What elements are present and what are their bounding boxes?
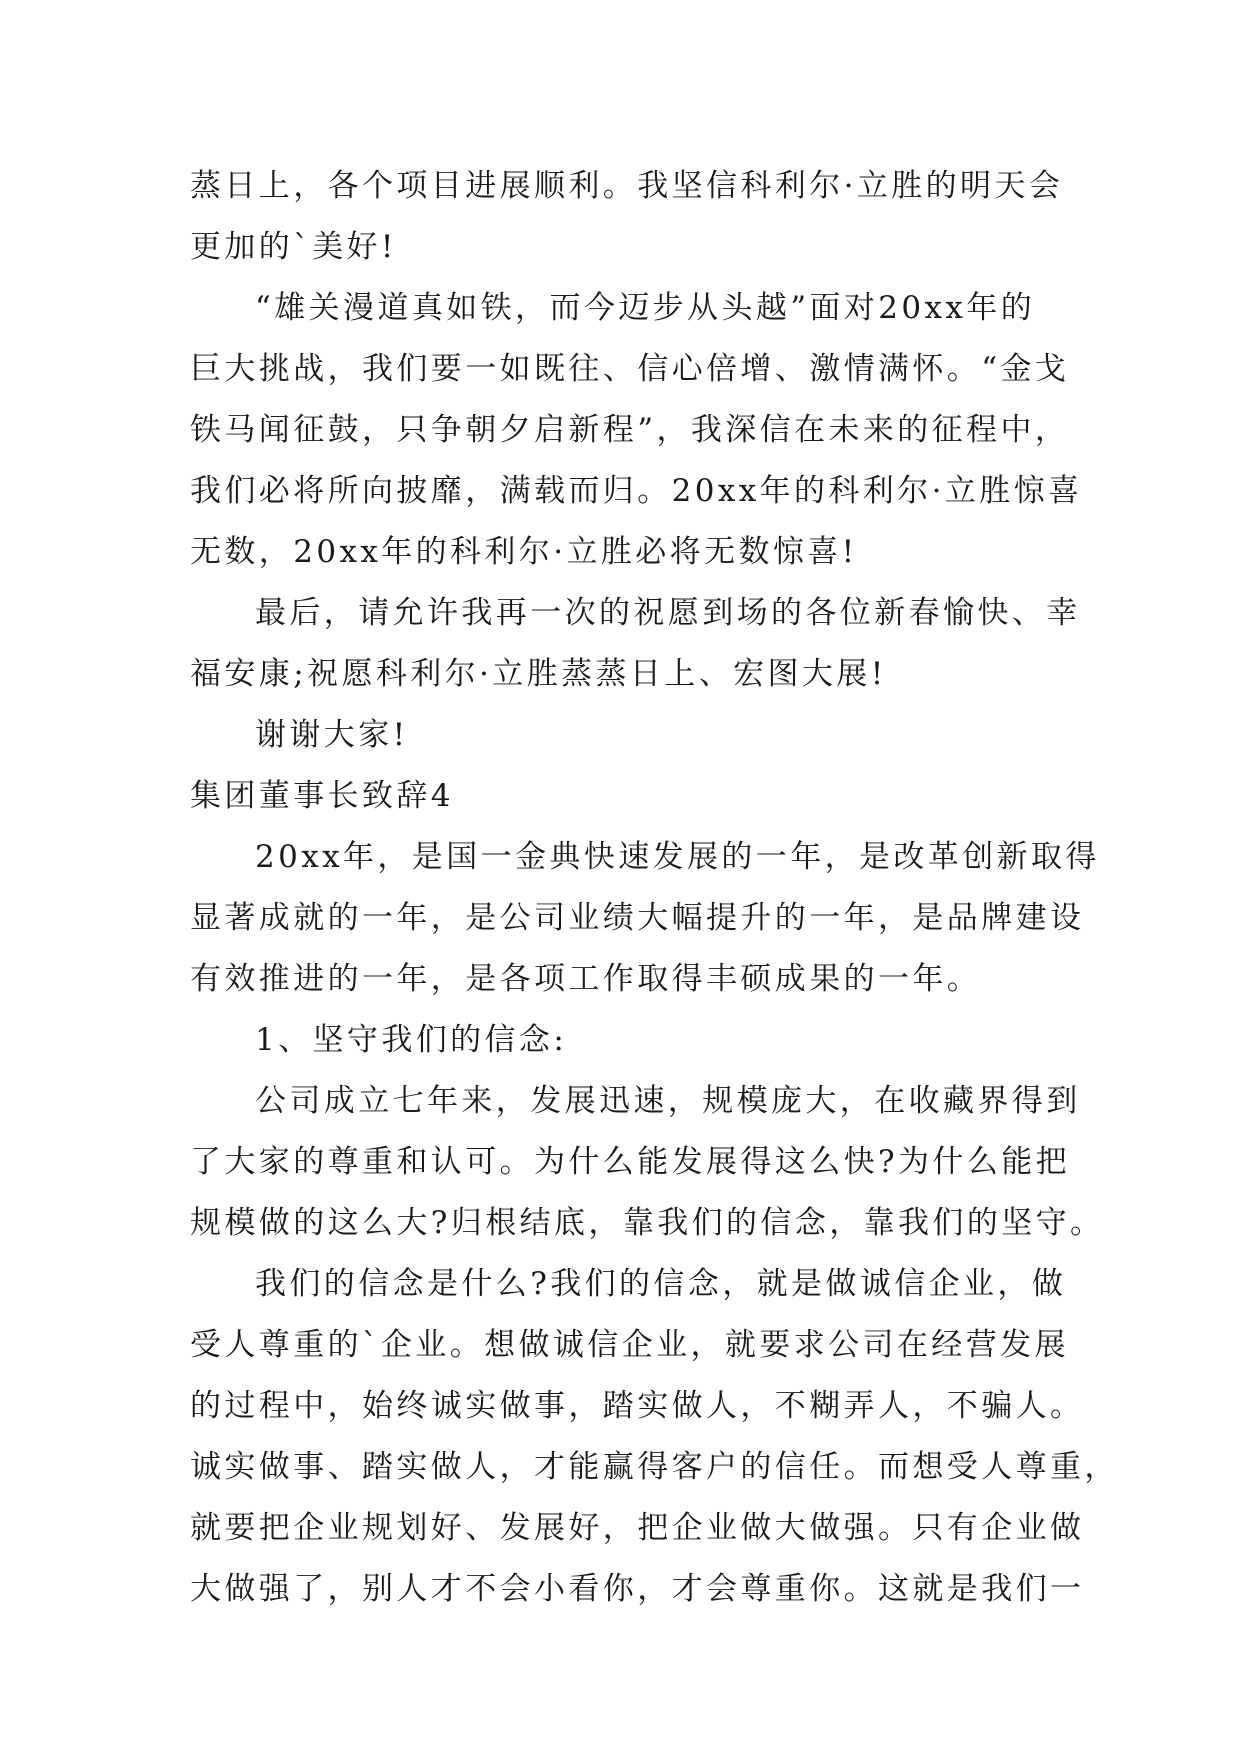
text-line: 诚实做事、踏实做人，才能赢得客户的信任。而想受人尊重， bbox=[190, 1449, 1119, 1485]
paragraph-start-line: 最后，请允许我再一次的祝愿到场的各位新春愉快、幸 bbox=[255, 595, 1081, 631]
text-line: 蒸日上，各个项目进展顺利。我坚信科利尔·立胜的明天会 bbox=[190, 168, 1064, 204]
text-line: 规模做的这么大?归根结底，靠我们的信念，靠我们的坚守。 bbox=[190, 1205, 1105, 1241]
section-heading: 集团董事长致辞4 bbox=[190, 778, 454, 814]
text-line: 巨大挑战，我们要一如既往、信心倍增、激情满怀。“金戈 bbox=[190, 351, 1070, 387]
text-line: 福安康;祝愿科利尔·立胜蒸蒸日上、宏图大展! bbox=[190, 656, 887, 692]
text-line: 大做强了，别人才不会小看你，才会尊重你。这就是我们一 bbox=[190, 1571, 1085, 1607]
text-line: 无数，20xx年的科利尔·立胜必将无数惊喜! bbox=[190, 534, 858, 570]
text-line: 显著成就的一年，是公司业绩大幅提升的一年，是品牌建设 bbox=[190, 900, 1085, 936]
paragraph-start-line: “雄关漫道真如铁，而今迈步从头越”面对20xx年的 bbox=[255, 290, 1036, 326]
paragraph-start-line: 我们的信念是什么?我们的信念，就是做诚信企业，做 bbox=[255, 1266, 1067, 1302]
subsection-heading: 1、坚守我们的信念: bbox=[255, 1022, 568, 1058]
paragraph-start-line: 公司成立七年来，发展迅速，规模庞大，在收藏界得到 bbox=[255, 1083, 1081, 1119]
text-line: 就要把企业规划好、发展好，把企业做大做强。只有企业做 bbox=[190, 1510, 1085, 1546]
text-line: 我们必将所向披靡，满载而归。20xx年的科利尔·立胜惊喜 bbox=[190, 473, 1083, 509]
text-line: 铁马闻征鼓，只争朝夕启新程”，我深信在未来的征程中， bbox=[190, 412, 1070, 448]
text-line: 了大家的尊重和认可。为什么能发展得这么快?为什么能把 bbox=[190, 1144, 1071, 1180]
paragraph-start-line: 20xx年，是国一金典快速发展的一年，是改革创新取得 bbox=[255, 839, 1100, 875]
text-line: 的过程中，始终诚实做事，踏实做人，不糊弄人，不骗人。 bbox=[190, 1388, 1085, 1424]
closing-line: 谢谢大家! bbox=[255, 717, 409, 753]
text-line: 有效推进的一年，是各项工作取得丰硕成果的一年。 bbox=[190, 961, 982, 997]
text-line: 受人尊重的`企业。想做诚信企业，就要求公司在经营发展 bbox=[190, 1327, 1069, 1363]
text-line: 更加的`美好! bbox=[190, 229, 397, 265]
document-body bbox=[190, 156, 1119, 1620]
